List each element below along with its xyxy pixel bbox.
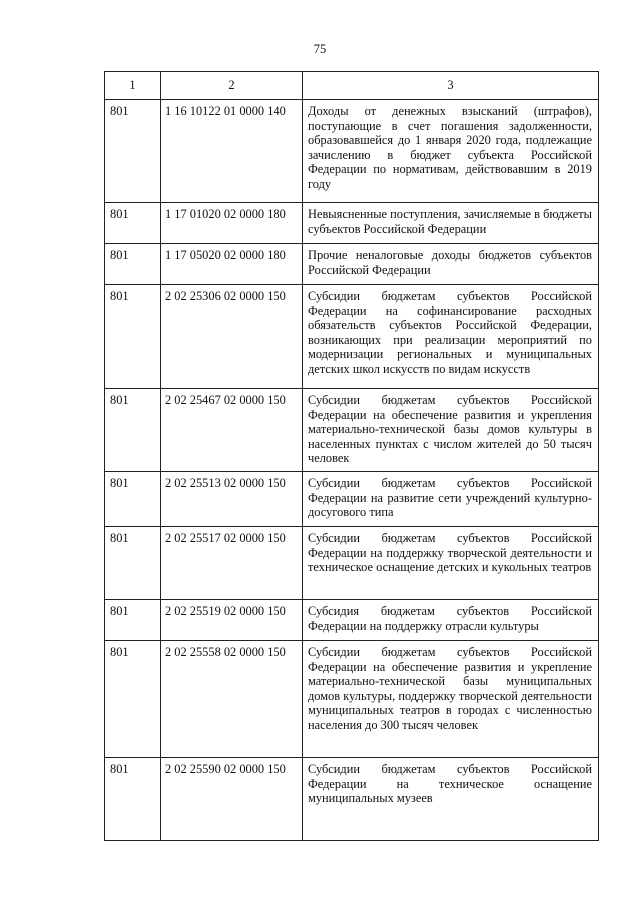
- table-row: [105, 203, 599, 244]
- admin-code: 801: [105, 285, 161, 389]
- income-description: Субсидия бюджетам субъектов Российской Федерации на поддержку отрасли культуры: [303, 600, 599, 641]
- table-row: [105, 527, 599, 600]
- income-description: Субсидии бюджетам субъектов Российской Федерации на развитие сети учреждений культурно-досугового типа: [303, 472, 599, 527]
- header-col-2: 2: [161, 72, 303, 100]
- budget-code: 2 02 25590 02 0000 150: [161, 758, 303, 841]
- budget-code: 2 02 25513 02 0000 150: [161, 472, 303, 527]
- admin-code: 801: [105, 758, 161, 841]
- budget-code: 2 02 25558 02 0000 150: [161, 641, 303, 758]
- table-header: [105, 72, 599, 100]
- income-description: Субсидии бюджетам субъектов Российской Федерации на техническое оснащение муниципальных музеев: [303, 758, 599, 841]
- table-row: [105, 758, 599, 841]
- income-description: Субсидии бюджетам субъектов Российской Федерации на обеспечение развития и укрепление материально-технической базы муниципальных домов культуры, поддержку творческой деятельности муниципальных театров в городах с численностью населения до 300 тысяч человек: [303, 641, 599, 758]
- admin-code: 801: [105, 203, 161, 244]
- header-col-3: 3: [303, 72, 599, 100]
- budget-classification-table: [104, 71, 599, 841]
- table-row: [105, 100, 599, 203]
- admin-code: 801: [105, 527, 161, 600]
- budget-code: 2 02 25519 02 0000 150: [161, 600, 303, 641]
- budget-code: 2 02 25467 02 0000 150: [161, 389, 303, 472]
- table-row: [105, 472, 599, 527]
- income-description: Субсидии бюджетам субъектов Российской Федерации на софинансирование расходных обязательств субъектов Российской Федерации, возникающих при реализации мероприятий по модернизации региональных и муниципальных детских школ искусств по видам искусств: [303, 285, 599, 389]
- budget-code: 1 17 05020 02 0000 180: [161, 244, 303, 285]
- header-row: [105, 72, 599, 100]
- income-description: Доходы от денежных взысканий (штрафов), поступающие в счет погашения задолженности, образовавшейся до 1 января 2020 года, подлежащие зачислению в бюджет субъекта Российской Федерации по нормативам, действовавшим в 2019 году: [303, 100, 599, 203]
- table-row: [105, 389, 599, 472]
- table-row: [105, 641, 599, 758]
- admin-code: 801: [105, 641, 161, 758]
- income-description: Субсидии бюджетам субъектов Российской Федерации на поддержку творческой деятельности и техническое оснащение детских и кукольных театров: [303, 527, 599, 600]
- budget-code: 1 16 10122 01 0000 140: [161, 100, 303, 203]
- table-row: [105, 285, 599, 389]
- budget-code: 2 02 25517 02 0000 150: [161, 527, 303, 600]
- budget-code: 1 17 01020 02 0000 180: [161, 203, 303, 244]
- income-description: Невыясненные поступления, зачисляемые в бюджеты субъектов Российской Федерации: [303, 203, 599, 244]
- admin-code: 801: [105, 389, 161, 472]
- income-description: Субсидии бюджетам субъектов Российской Федерации на обеспечение развития и укрепления материально-технической базы домов культуры в населенных пунктах с числом жителей до 50 тысяч человек: [303, 389, 599, 472]
- admin-code: 801: [105, 100, 161, 203]
- header-col-1: 1: [105, 72, 161, 100]
- admin-code: 801: [105, 244, 161, 285]
- table-row: [105, 244, 599, 285]
- budget-code: 2 02 25306 02 0000 150: [161, 285, 303, 389]
- admin-code: 801: [105, 472, 161, 527]
- table-row: [105, 600, 599, 641]
- page-number: 75: [313, 42, 327, 56]
- table-body: [105, 100, 599, 841]
- admin-code: 801: [105, 600, 161, 641]
- income-description: Прочие неналоговые доходы бюджетов субъектов Российской Федерации: [303, 244, 599, 285]
